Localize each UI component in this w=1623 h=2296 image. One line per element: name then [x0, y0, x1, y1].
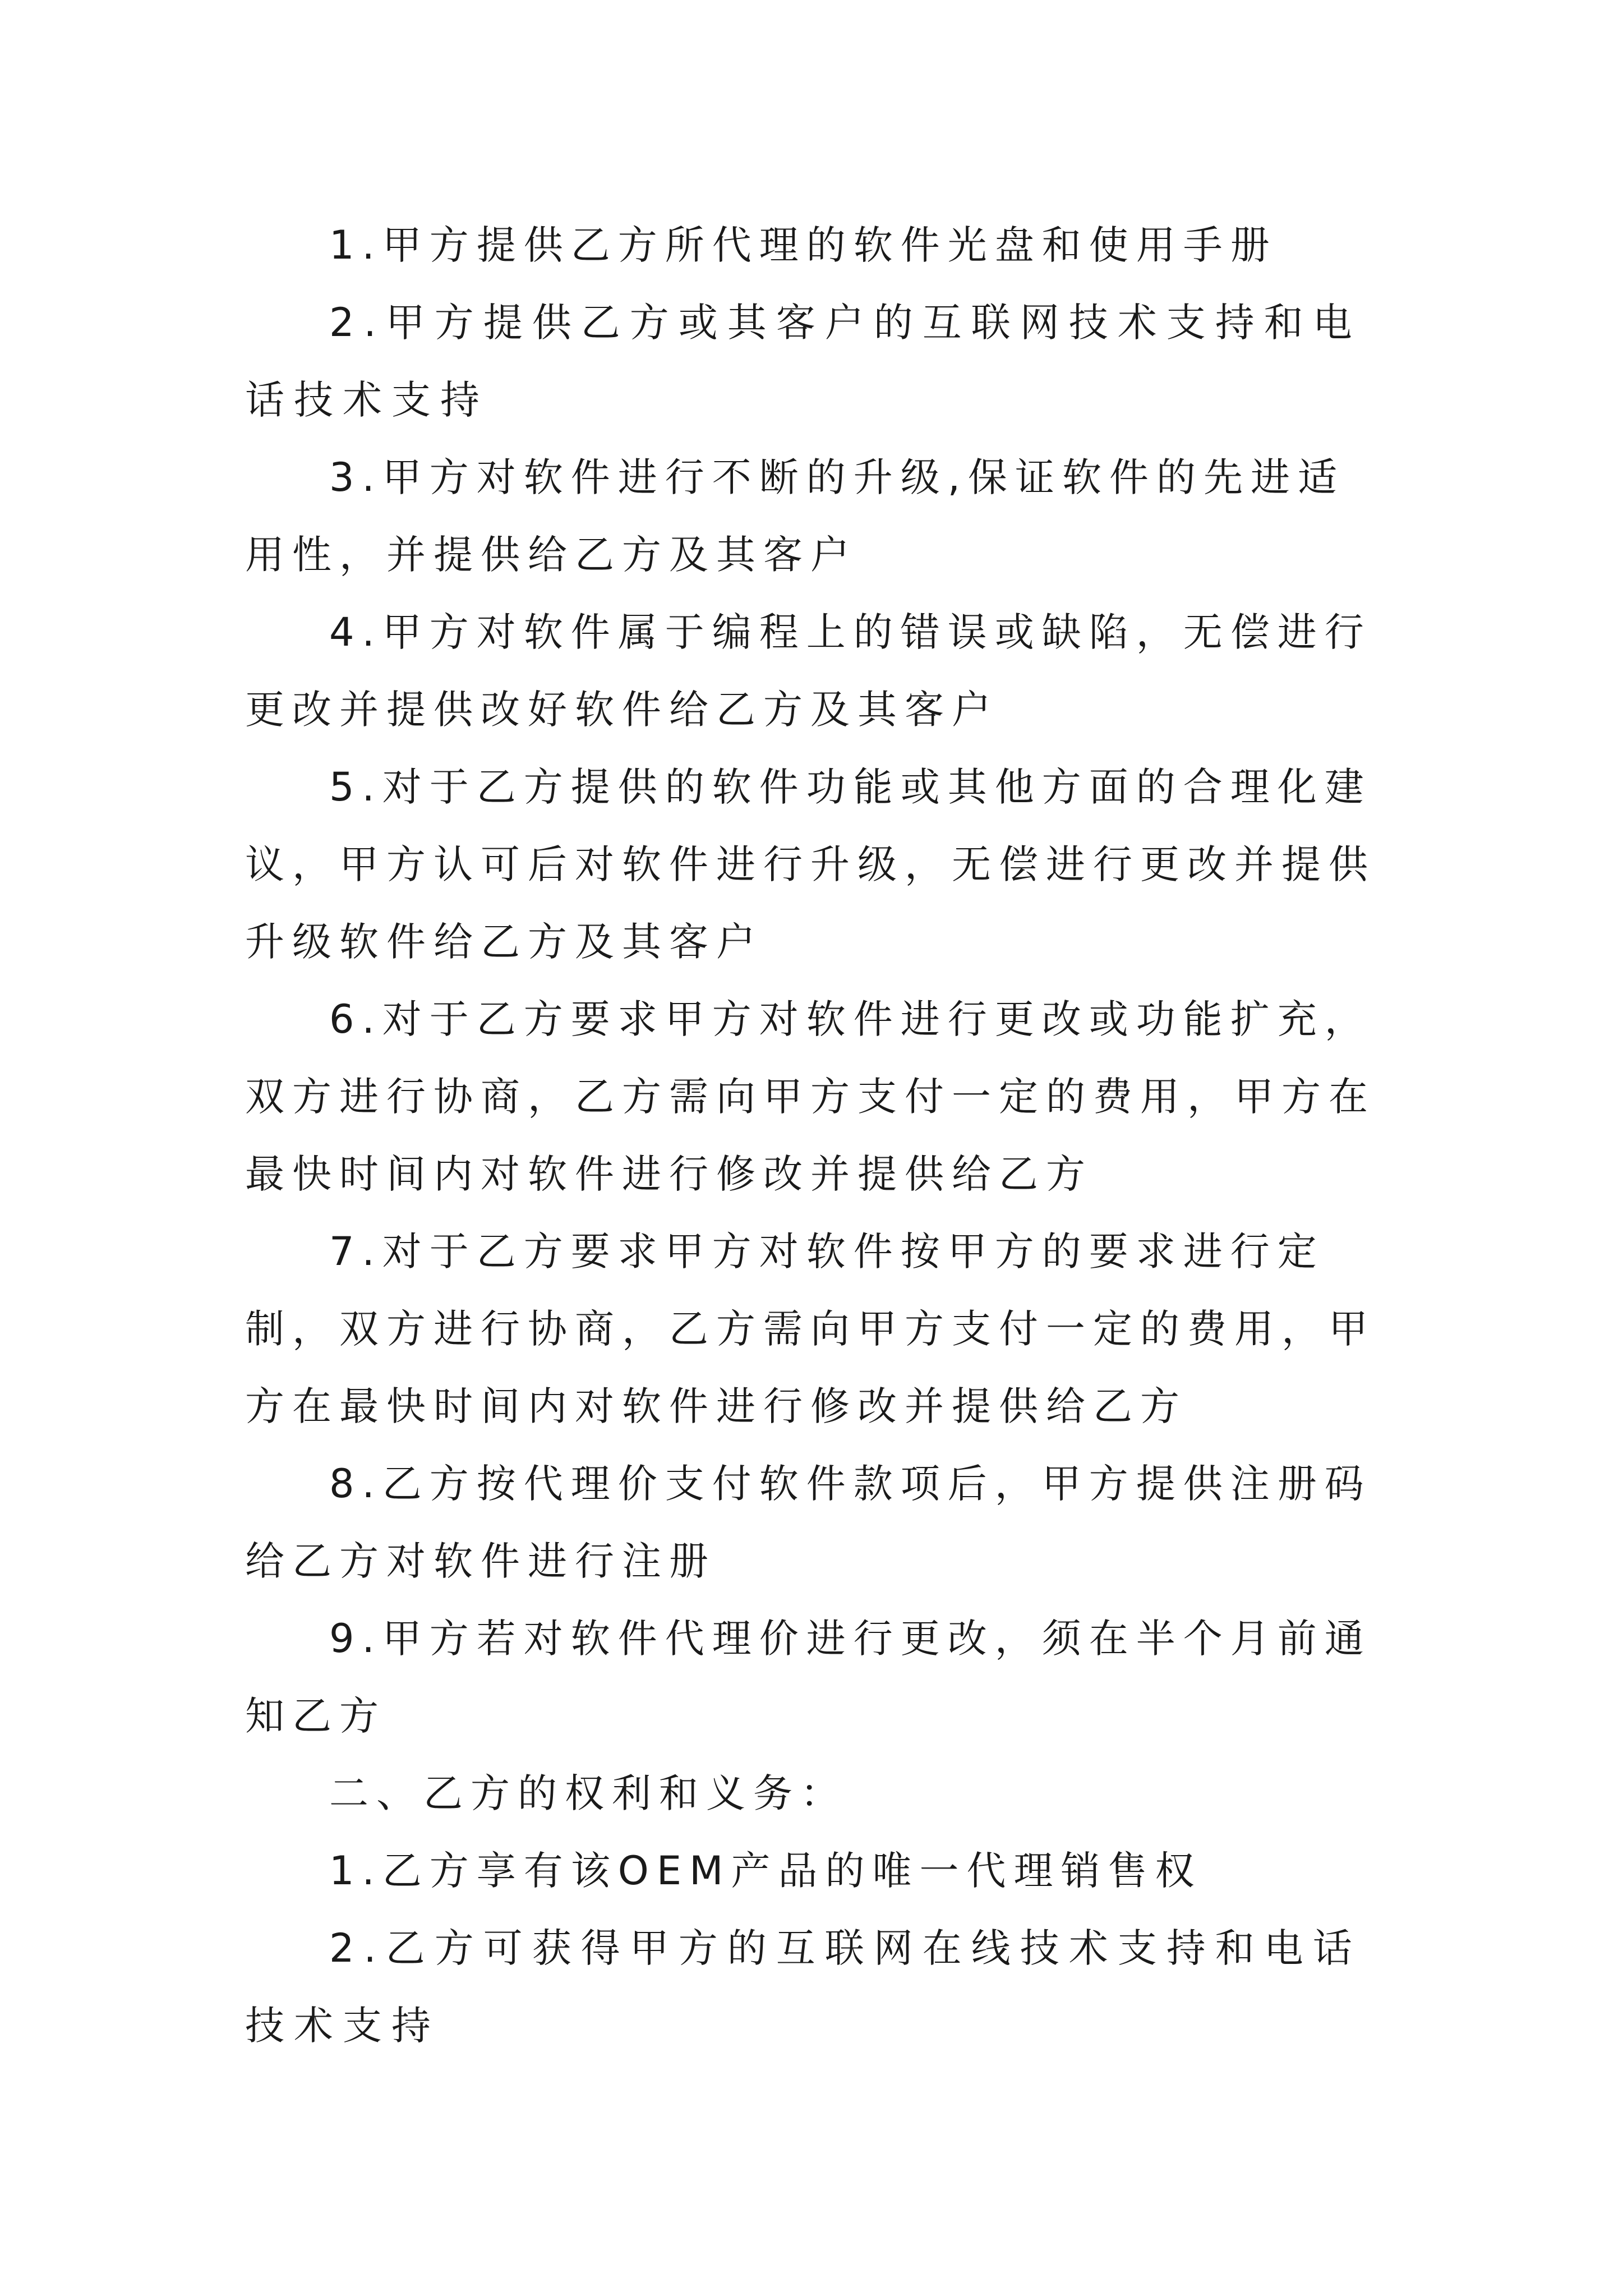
paragraph-a2: 2.甲方提供乙方或其客户的互联网技术支持和电话技术支持	[245, 300, 1362, 423]
section-heading-party-b: 二、乙方的权利和义务：	[329, 1770, 847, 1816]
paragraph-a5: 5.对于乙方提供的软件功能或其他方面的合理化建议，甲方认可后对软件进行升级，无偿进行更改并提供升级软件给乙方及其客户	[245, 764, 1376, 965]
paragraph-a6: 6.对于乙方要求甲方对软件进行更改或功能扩充，双方进行协商，乙方需向甲方支付一定的费用，甲方在最快时间内对软件进行修改并提供给乙方	[245, 996, 1376, 1197]
paragraph-a1: 1.甲方提供乙方所代理的软件光盘和使用手册	[329, 222, 1278, 268]
paragraph-a8: 8.乙方按代理价支付软件款项后，甲方提供注册码给乙方对软件进行注册	[245, 1461, 1372, 1584]
paragraph-a7: 7.对于乙方要求甲方对软件按甲方的要求进行定制，双方进行协商，乙方需向甲方支付一定的费用，甲方在最快时间内对软件进行修改并提供给乙方	[245, 1228, 1376, 1429]
paragraph-b2: 2.乙方可获得甲方的互联网在线技术支持和电话技术支持	[245, 1925, 1362, 2049]
document-body	[245, 206, 1384, 2064]
paragraph-a4: 4.甲方对软件属于编程上的错误或缺陷，无偿进行更改并提供改好软件给乙方及其客户	[245, 609, 1372, 733]
paragraph-a3: 3.甲方对软件进行不断的升级,保证软件的先进适用性，并提供给乙方及其客户	[245, 454, 1345, 578]
paragraph-b1: 1.乙方享有该OEM产品的唯一代理销售权	[329, 1848, 1202, 1894]
paragraph-a9: 9.甲方若对软件代理价进行更改，须在半个月前通知乙方	[245, 1616, 1372, 1739]
